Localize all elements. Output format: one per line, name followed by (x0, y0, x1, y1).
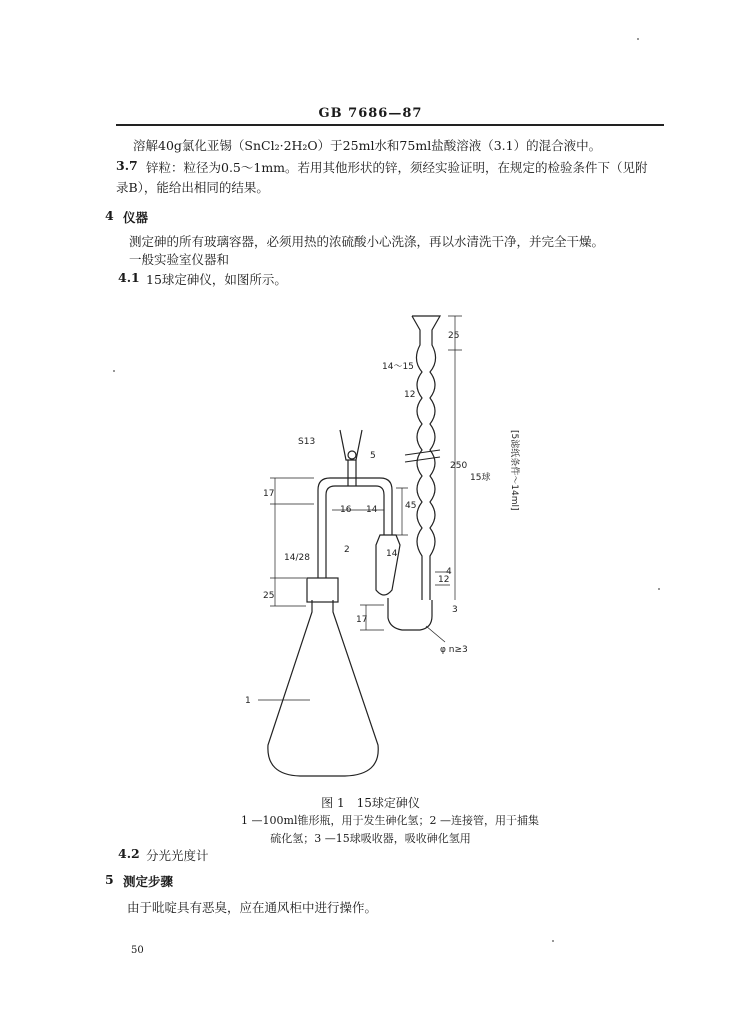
erlenmeyer-flask (268, 600, 378, 776)
label-12-lower: 12 (438, 575, 450, 585)
figure-legend-line2: 硫化氢；3 —15球吸收器，吸收砷化氢用 (270, 832, 471, 845)
label-14-upper: 14 (366, 505, 378, 515)
scan-speck (658, 588, 660, 590)
section-4-paragraph-2: 一般实验室仪器和 (129, 252, 230, 267)
header-rule (116, 124, 664, 126)
label-25: 25 (263, 591, 275, 601)
absorber-left-wall (412, 316, 422, 600)
item-3-7-number: 3.7 (116, 158, 138, 173)
connecting-tube-inner (326, 486, 384, 578)
scan-speck (637, 38, 639, 40)
label-14-lower: 14 (386, 549, 398, 559)
label-side-note: [5滤纸条件～14ml] (509, 430, 519, 511)
label-14-28: 14/28 (284, 553, 310, 563)
section-5-number: 5 (105, 872, 114, 887)
label-14-15: 14～15 (382, 362, 414, 372)
section-4-number: 4 (105, 208, 114, 223)
label-top-25: 25 (448, 331, 460, 341)
label-12-upper: 12 (404, 390, 416, 400)
label-250: 250 (450, 461, 468, 471)
label-45: 45 (405, 501, 417, 511)
scan-speck (113, 370, 115, 372)
section-5-paragraph-1: 由于吡啶具有恶臭，应在通风柜中进行操作。 (127, 900, 378, 915)
scan-speck (552, 940, 554, 942)
label-s13: S13 (298, 437, 316, 447)
item-4-1-text: 15球定砷仪，如图所示。 (146, 272, 287, 287)
section-5-title: 测定步骤 (123, 874, 174, 889)
item-3-7-text-line2: 录B），能给出相同的结果。 (116, 180, 269, 195)
section-4-paragraph-1: 测定砷的所有玻璃容器，必须用热的浓硫酸小心洗涤，再以水清洗干净，并完全干燥。 (129, 234, 605, 249)
stopcock-clamp (340, 430, 362, 460)
u-bend-tube (388, 598, 432, 630)
ground-joint-stopper (307, 578, 338, 602)
page-number: 50 (131, 945, 144, 956)
label-4: 4 (446, 567, 452, 577)
arsenic-apparatus-figure (230, 305, 550, 785)
label-17-lower: 17 (356, 615, 368, 625)
label-17: 17 (263, 489, 275, 499)
figure-caption: 图 1 15球定砷仪 (321, 796, 420, 810)
item-4-2-text: 分光光度计 (146, 848, 209, 863)
paragraph-stannous-chloride: 溶解40g氯化亚锡（SnCl₂·2H₂O）于25ml水和75ml盐酸溶液（3.1）的混合液中。 (133, 138, 602, 153)
label-15-balls: 15球 (470, 473, 491, 483)
label-phi: φ n≥3 (440, 645, 468, 655)
label-2: 2 (344, 545, 350, 555)
figure-legend-line1: 1 —100ml锥形瓶，用于发生砷化氢；2 —连接管，用于捕集 (241, 814, 539, 827)
connecting-tube-outer (318, 478, 392, 578)
item-4-2-number: 4.2 (118, 846, 140, 861)
section-4-title: 仪器 (123, 210, 149, 225)
label-3: 3 (452, 605, 458, 615)
label-16: 16 (340, 505, 352, 515)
label-1: 1 (245, 696, 251, 706)
item-4-1-number: 4.1 (118, 270, 140, 285)
hydrogen-sulfide-trap (376, 535, 400, 595)
item-3-7-text-line1: 锌粒：粒径为0.5～1mm。若用其他形状的锌，须经实验证明，在规定的检验条件下（见附 (146, 160, 648, 175)
standard-header: GB 7686—87 (318, 106, 423, 121)
label-5: 5 (370, 451, 376, 461)
